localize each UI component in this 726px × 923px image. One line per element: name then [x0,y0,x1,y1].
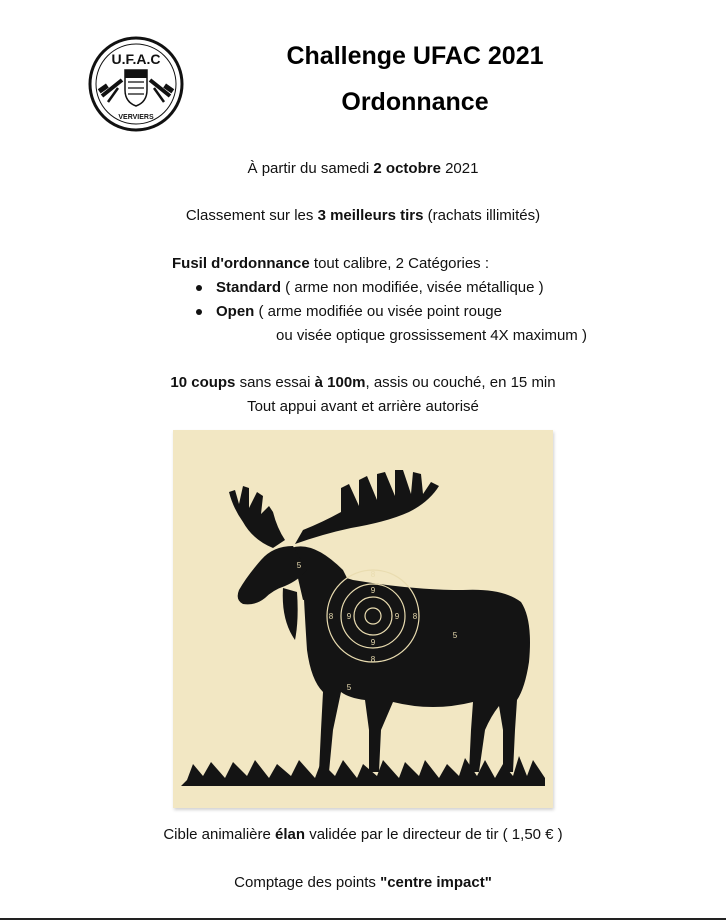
shots-count: 10 coups [170,374,236,391]
ranking-bold: 3 meilleurs tirs [317,207,424,224]
rifle-intro [172,255,489,272]
page-title: Challenge UFAC 2021 [286,42,544,70]
page-subtitle: Ordonnance [341,88,489,116]
ring-label: 9 [394,612,400,621]
start-year: 2021 [440,160,479,177]
category-name: Standard [216,279,282,296]
ufac-logo [88,36,184,132]
page-divider [0,918,726,920]
support-line: Tout appui avant et arrière autorisé [247,398,479,415]
logo-letters: U.F.A.C [111,51,161,67]
rifle-intro-rest: tout calibre, 2 Catégories : [309,255,490,272]
ring-label: 8 [412,612,418,621]
scoring-prefix: Comptage des points [234,874,381,891]
category-desc: ( arme non modifiée, visée métallique ) [281,279,544,296]
ring-label: 9 [370,638,376,647]
scoring-bold: "centre impact" [380,874,492,891]
ring-label: 9 [346,612,352,621]
cible-suffix: validée par le directeur de tir ( 1,50 € ) [305,826,563,843]
category-name: Open [216,303,255,320]
cible-bold: élan [275,826,306,843]
ranking-prefix: Classement sur les [185,207,318,224]
bullet-dot [196,309,202,315]
logo-city: VERVIERS [118,114,154,121]
shots-rest: , assis ou couché, en 15 min [365,374,556,391]
shots-distance: à 100m [314,374,366,391]
zone-label: 5 [346,683,352,692]
category-standard [216,279,544,296]
moose-silhouette-icon [173,430,553,808]
ring-label: 8 [370,655,376,664]
cible-line [0,826,726,843]
start-prefix: À partir du samedi [247,160,374,177]
shots-mid: sans essai [235,374,315,391]
category-desc: ( arme modifiée ou visée point rouge [254,303,502,320]
ufac-emblem-icon [88,36,184,132]
cible-prefix: Cible animalière [163,826,276,843]
zone-label: 5 [296,561,302,570]
shots-line [0,374,726,391]
bullet-dot [196,285,202,291]
start-date: 2 octobre [373,160,441,177]
moose-target-image [173,430,553,808]
rifle-intro-bold: Fusil d'ordonnance [172,255,310,272]
start-date-line [0,160,726,177]
ring-label: 8 [370,570,376,579]
category-open [216,303,502,320]
category-open-continued: ou visée optique grossissement 4X maximum ) [276,327,587,344]
ring-label: 9 [370,586,376,595]
zone-label: 5 [452,631,458,640]
ring-label: 8 [328,612,334,621]
ranking-suffix: (rachats illimités) [423,207,541,224]
scoring-line [0,874,726,891]
ranking-line [0,207,726,224]
